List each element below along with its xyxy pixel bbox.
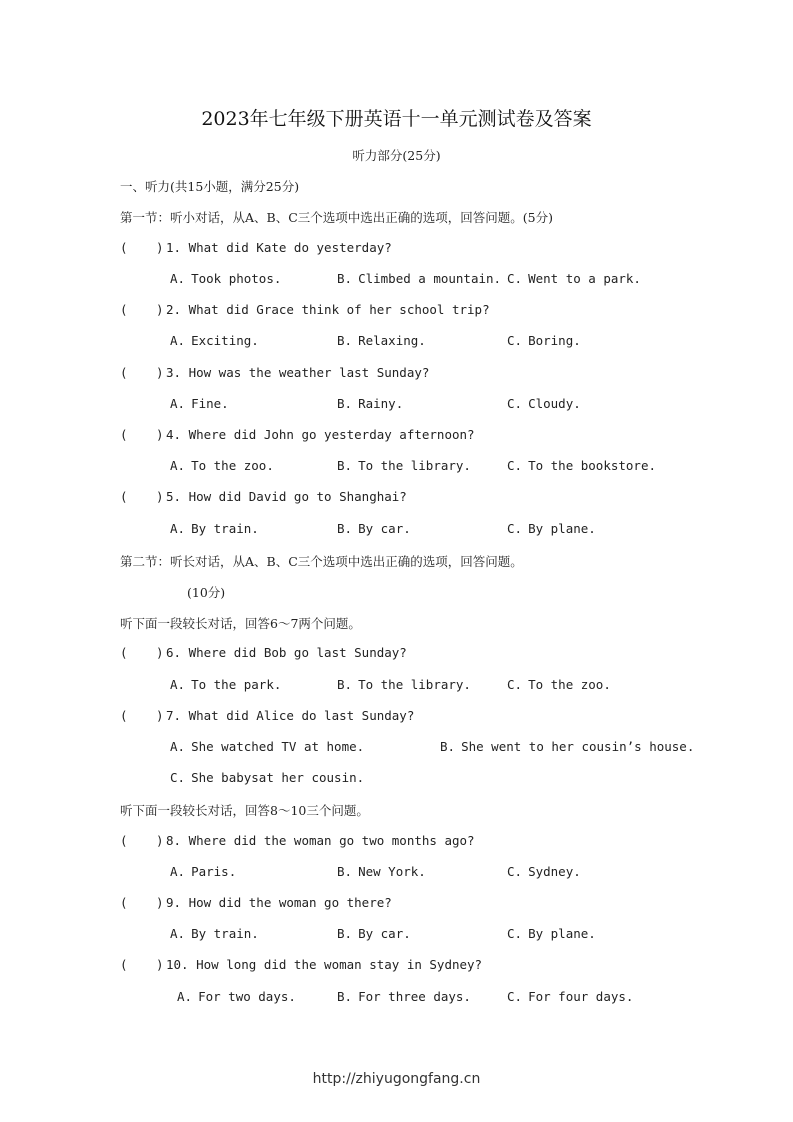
question-9: ( ) 9. How did the woman go there? <box>120 895 392 910</box>
option-c: C. By plane. <box>507 926 596 941</box>
option-a: A. To the park. <box>170 677 282 692</box>
part2-points: (10分) <box>187 585 226 600</box>
footer-url[interactable]: http://zhiyugongfang.cn <box>312 1071 481 1087</box>
answer-blank-close: ) <box>156 240 164 255</box>
option-c: C. To the bookstore. <box>507 458 656 473</box>
option-c: C. Cloudy. <box>507 396 581 411</box>
option-b: B. By car. <box>337 926 411 941</box>
option-a: A. To the zoo. <box>170 458 274 473</box>
option-a: A. For two days. <box>177 989 296 1004</box>
option-b: B. Relaxing. <box>337 333 426 348</box>
option-c: C. To the zoo. <box>507 677 611 692</box>
question-8: ( ) 8. Where did the woman go two months ago? <box>120 833 475 848</box>
option-b: B. To the library. <box>337 677 471 692</box>
question-6: ( ) 6. Where did Bob go last Sunday? <box>120 645 407 660</box>
option-a: A. Paris. <box>170 864 237 879</box>
question-5: ( ) 5. How did David go to Shanghai? <box>120 489 407 504</box>
section1-header: 一、听力(共15小题，满分25分) <box>120 179 300 194</box>
listening-subtitle: 听力部分(25分) <box>352 148 441 163</box>
part1-header: 第一节：听小对话，从A、B、C三个选项中选出正确的选项，回答问题。(5分) <box>120 210 553 225</box>
question-1 <box>120 240 392 255</box>
option-b: B. For three days. <box>337 989 471 1004</box>
option-a: A. Exciting. <box>170 333 259 348</box>
group1-instruction: 听下面一段较长对话，回答6～7两个问题。 <box>120 616 361 631</box>
option-b: B. Rainy. <box>337 396 404 411</box>
option-a: A. She watched TV at home. <box>170 739 365 754</box>
question-text: 1. What did Kate do yesterday? <box>166 240 392 255</box>
question-7: ( ) 7. What did Alice do last Sunday? <box>120 708 415 723</box>
question-2: ( ) 2. What did Grace think of her school trip? <box>120 302 490 317</box>
question-3: ( ) 3. How was the weather last Sunday? <box>120 365 430 380</box>
option-b: B. New York. <box>337 864 426 879</box>
option-b: B. To the library. <box>337 458 471 473</box>
option-a: A. Fine. <box>170 396 229 411</box>
question-4: ( ) 4. Where did John go yesterday afternoon? <box>120 427 475 442</box>
option-c: C. Boring. <box>507 333 581 348</box>
option-c: C. By plane. <box>507 521 596 536</box>
option-b: B. By car. <box>337 521 411 536</box>
page-title: 2023年七年级下册英语十一单元测试卷及答案 <box>201 108 592 130</box>
answer-blank-open: ( <box>120 240 128 255</box>
option-c: C. She babysat her cousin. <box>170 770 365 785</box>
option-c: C. Sydney. <box>507 864 581 879</box>
option-a: A. By train. <box>170 521 259 536</box>
option-c: C. Went to a park. <box>507 271 641 286</box>
option-a: A. Took photos. <box>170 271 282 286</box>
part2-header: 第二节：听长对话，从A、B、C三个选项中选出正确的选项，回答问题。 <box>120 554 523 569</box>
group2-instruction: 听下面一段较长对话，回答8～10三个问题。 <box>120 803 369 818</box>
option-a: A. By train. <box>170 926 259 941</box>
option-b: B. She went to her cousin’s house. <box>440 739 695 754</box>
option-c: C. For four days. <box>507 989 634 1004</box>
option-b: B. Climbed a mountain. <box>337 271 502 286</box>
question-10: ( ) 10. How long did the woman stay in Sydney? <box>120 957 483 972</box>
